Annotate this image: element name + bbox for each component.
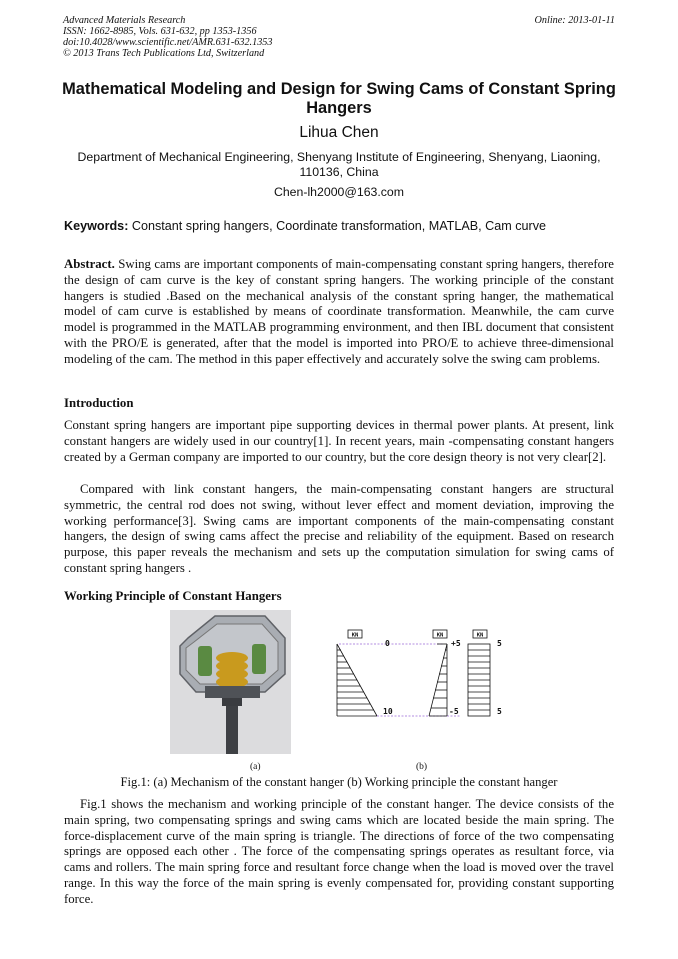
abstract-text: Swing cams are important components of main-compensating constant spring hangers, therefore the design of cam curve is the key of constant spring hangers. The working principle of the constant hangers is studied .Based on the mechanical analysis of the constant spring hanger, the mathematical model of cam curve is established by means of coordinate transformation. Meanwhile, the cam curve model is programmed in the MATLAB programming environment, and then IBL document that consistent with the PRO/E is generated, after that the model is imported into PRO/E to achieve three-dimensional modeling of the cam. The method in this paper effectively and accurately solve the swing cam problems. xyxy=(64,257,614,366)
working-principle-diagram xyxy=(333,628,513,720)
keywords-label: Keywords: xyxy=(64,219,129,233)
author-name: Lihua Chen xyxy=(299,124,379,141)
intro-paragraph-1: Constant spring hangers are important pipe supporting devices in thermal power plants. At present, link constant hangers are widely used in our country[1]. In recent years, main -compensating constant hangers created by a German company are imported to our country, but the core design theory is not very clear[2]. xyxy=(64,418,614,464)
figure-label-b: (b) xyxy=(416,762,428,772)
main-spring-triangle xyxy=(337,644,377,716)
mechanism-image xyxy=(170,610,291,754)
result-bottom-value: 5 xyxy=(497,707,502,716)
abstract-label: Abstract. xyxy=(64,257,115,271)
main-top-value: 0 xyxy=(385,639,390,648)
figure-label-a: (a) xyxy=(250,762,261,772)
comp-bottom-value: -5 xyxy=(449,707,459,716)
unit-label-result: KN xyxy=(476,632,484,639)
keywords-text: Constant spring hangers, Coordinate transformation, MATLAB, Cam curve xyxy=(131,219,547,233)
issn-line: ISSN: 1662-8985, Vols. 631-632, pp 1353-1356 xyxy=(63,26,257,37)
working-heading: Working Principle of Constant Hangers xyxy=(64,589,282,603)
journal-name: Advanced Materials Research xyxy=(63,15,186,26)
affiliation: Department of Mechanical Engineering, Shenyang Institute of Engineering, Shenyang, Liaoning, 110136, China xyxy=(77,150,601,179)
keywords-line xyxy=(64,219,624,233)
unit-label-main: KN xyxy=(351,632,359,639)
online-date: Online: 2013-01-11 xyxy=(534,15,615,26)
resultant-rectangle xyxy=(468,644,490,716)
comp-top-value: +5 xyxy=(451,639,461,648)
journal-header xyxy=(63,15,615,59)
intro-heading: Introduction xyxy=(64,396,134,410)
doi-line: doi:10.4028/www.scientific.net/AMR.631-632.1353 xyxy=(63,37,273,48)
intro-paragraph-2: Compared with link constant hangers, the main-compensating constant hangers are structural symmetric, the central rod does not swing, without lever effect and moment deviation, improving the working performance[3]. Swing cams are important components of the main-compensating constant hangers, the design of swing cams affect the precise and reliability of the equipment. Based on research purpose, this paper reveals the mechanism and sets up the computation simulation for swing cams of constant spring hangers . xyxy=(64,482,614,575)
result-top-value: 5 xyxy=(497,639,502,648)
working-paragraph-1: Fig.1 shows the mechanism and working principle of the constant hanger. The device consists of the main spring, two compensating springs and swing cams which are located beside the main spring. The force-displacement curve of the main spring is triangle. The directions of force of the two compensating springs are opposed each other . The force of the compensating springs operates as resultant force, via cams and rollers. The main spring force and resultant force change when the load is moved over the travel range. In this way the force of the main spring is evenly compensated for, providing constant supporting force. xyxy=(64,797,614,906)
author-email: Chen-lh2000@163.com xyxy=(273,185,405,199)
paper-title: Mathematical Modeling and Design for Swing Cams of Constant Spring Hangers xyxy=(62,80,616,117)
unit-label-comp: KN xyxy=(436,632,444,639)
compensating-diagram xyxy=(429,644,447,716)
abstract-paragraph xyxy=(64,257,614,368)
figure-caption: Fig.1: (a) Mechanism of the constant hanger (b) Working principle the constant hanger xyxy=(120,775,558,789)
main-bottom-value: 10 xyxy=(383,707,393,716)
copyright-line: © 2013 Trans Tech Publications Ltd, Switzerland xyxy=(63,48,265,59)
